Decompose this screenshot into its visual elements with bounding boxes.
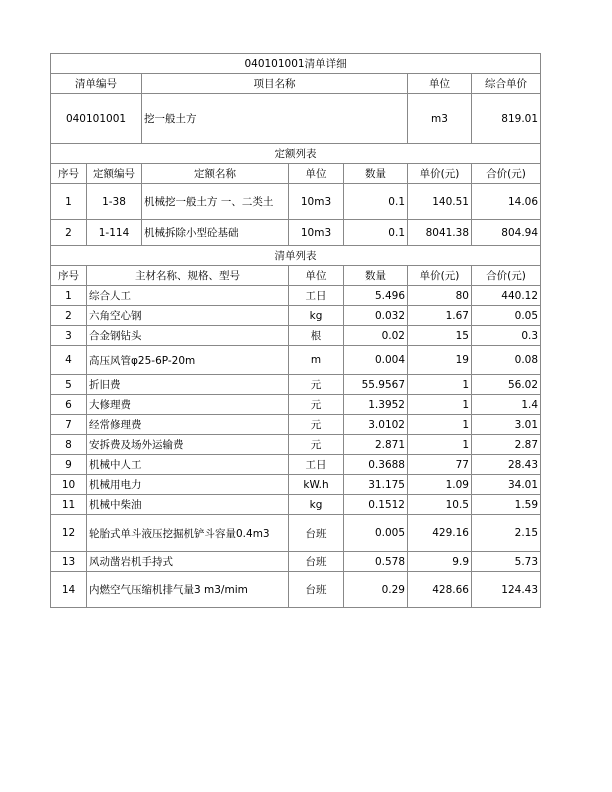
quota-header-name: 定额名称 <box>142 164 289 184</box>
list-qty: 31.175 <box>344 475 408 495</box>
list-header-no: 序号 <box>51 266 87 286</box>
list-qty: 0.032 <box>344 306 408 326</box>
list-row <box>51 515 541 552</box>
quota-header-qty: 数量 <box>344 164 408 184</box>
list-header-total: 合价(元) <box>472 266 541 286</box>
quota-qty: 0.1 <box>344 220 408 246</box>
list-name: 安拆费及场外运输费 <box>87 435 289 455</box>
list-unit: 根 <box>289 326 344 346</box>
list-price: 1 <box>408 395 472 415</box>
list-qty: 5.496 <box>344 286 408 306</box>
list-total: 0.3 <box>472 326 541 346</box>
bill-header-name: 项目名称 <box>142 74 408 94</box>
quota-name: 机械挖一般土方 一、二类土 <box>142 184 289 220</box>
list-qty: 1.3952 <box>344 395 408 415</box>
list-price: 1.09 <box>408 475 472 495</box>
list-qty: 3.0102 <box>344 415 408 435</box>
list-qty: 0.02 <box>344 326 408 346</box>
list-no: 5 <box>51 375 87 395</box>
list-name: 六角空心钢 <box>87 306 289 326</box>
list-qty: 0.3688 <box>344 455 408 475</box>
list-total: 1.4 <box>472 395 541 415</box>
list-row <box>51 375 541 395</box>
list-no: 6 <box>51 395 87 415</box>
list-price: 80 <box>408 286 472 306</box>
list-unit: 元 <box>289 415 344 435</box>
list-total: 2.87 <box>472 435 541 455</box>
list-unit: kW.h <box>289 475 344 495</box>
list-qty: 0.29 <box>344 572 408 608</box>
list-name: 风动凿岩机手持式 <box>87 552 289 572</box>
list-price: 429.16 <box>408 515 472 552</box>
bill-unit: m3 <box>408 94 472 144</box>
list-unit: 工日 <box>289 286 344 306</box>
quota-unit: 10m3 <box>289 220 344 246</box>
list-total: 124.43 <box>472 572 541 608</box>
quota-row <box>51 220 541 246</box>
list-header-unit: 单位 <box>289 266 344 286</box>
list-no: 9 <box>51 455 87 475</box>
list-section-title: 清单列表 <box>51 246 541 266</box>
list-unit: kg <box>289 495 344 515</box>
list-unit: m <box>289 346 344 375</box>
list-header-name: 主材名称、规格、型号 <box>87 266 289 286</box>
list-row <box>51 286 541 306</box>
bill-header-unit: 单位 <box>408 74 472 94</box>
quota-header-total: 合价(元) <box>472 164 541 184</box>
list-no: 2 <box>51 306 87 326</box>
list-unit: 元 <box>289 375 344 395</box>
list-row <box>51 346 541 375</box>
list-row <box>51 455 541 475</box>
bill-header-unit-price: 综合单价 <box>472 74 541 94</box>
quota-qty: 0.1 <box>344 184 408 220</box>
list-no: 3 <box>51 326 87 346</box>
quota-no: 2 <box>51 220 87 246</box>
bill-name: 挖一般土方 <box>142 94 408 144</box>
bill-code: 040101001 <box>51 94 142 144</box>
list-unit: 工日 <box>289 455 344 475</box>
list-total: 56.02 <box>472 375 541 395</box>
list-total: 3.01 <box>472 415 541 435</box>
list-unit: 台班 <box>289 552 344 572</box>
list-row <box>51 475 541 495</box>
list-no: 13 <box>51 552 87 572</box>
quota-header-unit: 单位 <box>289 164 344 184</box>
list-name: 合金钢钻头 <box>87 326 289 346</box>
list-row <box>51 435 541 455</box>
list-total: 5.73 <box>472 552 541 572</box>
bill-detail-table <box>50 53 541 608</box>
list-no: 7 <box>51 415 87 435</box>
list-price: 428.66 <box>408 572 472 608</box>
list-price: 10.5 <box>408 495 472 515</box>
list-row <box>51 572 541 608</box>
list-total: 440.12 <box>472 286 541 306</box>
list-qty: 2.871 <box>344 435 408 455</box>
quota-unit: 10m3 <box>289 184 344 220</box>
quota-header-no: 序号 <box>51 164 87 184</box>
list-row <box>51 395 541 415</box>
list-total: 34.01 <box>472 475 541 495</box>
list-price: 1 <box>408 415 472 435</box>
list-total: 2.15 <box>472 515 541 552</box>
list-total: 0.05 <box>472 306 541 326</box>
list-price: 1.67 <box>408 306 472 326</box>
list-name: 经常修理费 <box>87 415 289 435</box>
list-name: 机械中人工 <box>87 455 289 475</box>
quota-code: 1-114 <box>87 220 142 246</box>
quota-header-code: 定额编号 <box>87 164 142 184</box>
list-qty: 55.9567 <box>344 375 408 395</box>
quota-row <box>51 184 541 220</box>
list-unit: 元 <box>289 395 344 415</box>
list-no: 10 <box>51 475 87 495</box>
list-name: 轮胎式单斗液压挖掘机铲斗容量0.4m3 <box>87 515 289 552</box>
list-price: 19 <box>408 346 472 375</box>
list-header-price: 单价(元) <box>408 266 472 286</box>
list-unit: 元 <box>289 435 344 455</box>
list-unit: 台班 <box>289 572 344 608</box>
quota-name: 机械拆除小型砼基础 <box>142 220 289 246</box>
list-header-qty: 数量 <box>344 266 408 286</box>
list-unit: 台班 <box>289 515 344 552</box>
list-total: 1.59 <box>472 495 541 515</box>
page-title: 040101001清单详细 <box>51 54 541 74</box>
list-row <box>51 326 541 346</box>
list-name: 高压风管φ25-6P-20m <box>87 346 289 375</box>
list-row <box>51 552 541 572</box>
list-price: 15 <box>408 326 472 346</box>
list-no: 12 <box>51 515 87 552</box>
list-qty: 0.1512 <box>344 495 408 515</box>
list-no: 1 <box>51 286 87 306</box>
list-price: 9.9 <box>408 552 472 572</box>
list-row <box>51 306 541 326</box>
quota-price: 8041.38 <box>408 220 472 246</box>
list-name: 大修理费 <box>87 395 289 415</box>
list-no: 8 <box>51 435 87 455</box>
quota-header-price: 单价(元) <box>408 164 472 184</box>
list-no: 4 <box>51 346 87 375</box>
bill-header-code: 清单编号 <box>51 74 142 94</box>
list-name: 机械用电力 <box>87 475 289 495</box>
list-price: 77 <box>408 455 472 475</box>
list-name: 折旧费 <box>87 375 289 395</box>
list-no: 11 <box>51 495 87 515</box>
quota-section-title: 定额列表 <box>51 144 541 164</box>
list-qty: 0.005 <box>344 515 408 552</box>
list-qty: 0.578 <box>344 552 408 572</box>
list-price: 1 <box>408 435 472 455</box>
list-total: 28.43 <box>472 455 541 475</box>
quota-code: 1-38 <box>87 184 142 220</box>
list-qty: 0.004 <box>344 346 408 375</box>
list-price: 1 <box>408 375 472 395</box>
quota-price: 140.51 <box>408 184 472 220</box>
quota-no: 1 <box>51 184 87 220</box>
list-total: 0.08 <box>472 346 541 375</box>
list-name: 内燃空气压缩机排气量3 m3/mim <box>87 572 289 608</box>
list-row <box>51 415 541 435</box>
list-name: 机械中柴油 <box>87 495 289 515</box>
list-row <box>51 495 541 515</box>
list-unit: kg <box>289 306 344 326</box>
list-name: 综合人工 <box>87 286 289 306</box>
bill-unit-price: 819.01 <box>472 94 541 144</box>
quota-total: 14.06 <box>472 184 541 220</box>
quota-total: 804.94 <box>472 220 541 246</box>
list-no: 14 <box>51 572 87 608</box>
